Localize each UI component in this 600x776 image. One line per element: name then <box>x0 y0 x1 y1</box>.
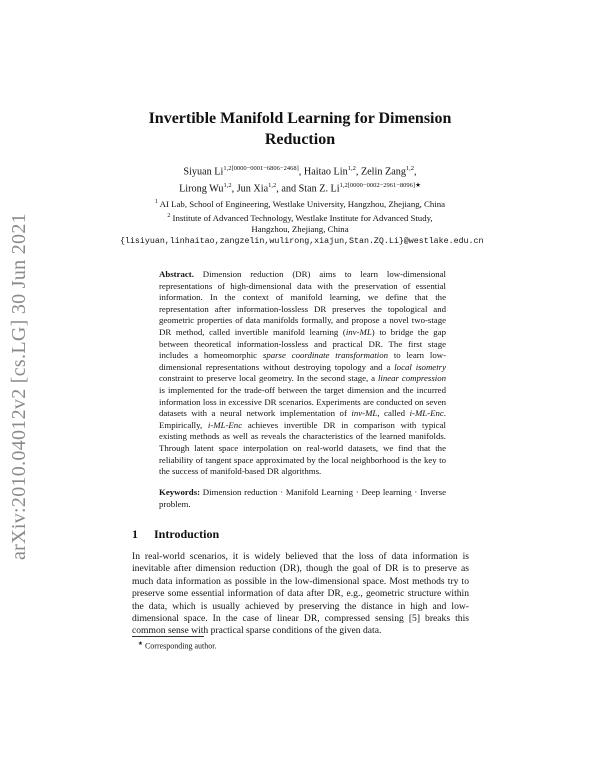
author-affiliation-mark: 1,2 <box>347 165 356 172</box>
introduction-paragraph: In real-world scenarios, it is widely believed that the loss of data information is inevitable after dimension reduction (DR), though the goal of DR is to preserve as much data information as possible in the low-dimensional space. Most methods try to preserve some essential information of data after DR, e.g., geometric structure within the data, which is usually achieved by preserving the distance in high and low-dimensional space. In the case of linear DR, compressed sensing [5] breaks this common sense with practical sparse conditions of the given data. <box>132 551 469 637</box>
paper-title: Invertible Manifold Learning for Dimension Reduction <box>148 110 452 148</box>
author-affiliation-mark: 1,2 <box>268 182 277 190</box>
author-affiliation-mark[interactable]: 1,2[0000−0001−6806−2468] <box>223 165 299 172</box>
author-name: Siyuan Li <box>183 166 224 178</box>
author-affiliation-mark: 1,2 <box>223 182 232 190</box>
affiliation-number: 2 <box>167 212 171 219</box>
abstract-text: achieves invertible DR in comparison with typical existing methods as well as reveals the characteristics of the learned manifolds. Through latent space interpolation on real-world datasets, we find that the reliability of tangent space approximated by the local neighborhood is the key to the success of manifold-based DR algorithms. <box>159 419 446 477</box>
abstract-emphasis: i-ML-Enc <box>207 419 243 430</box>
author-name: , and Stan Z. Li <box>276 183 340 195</box>
section-title: Introduction <box>154 527 220 541</box>
section-number: 1 <box>132 527 138 541</box>
abstract <box>159 269 446 478</box>
abstract-emphasis: local isometry <box>394 361 446 372</box>
affiliation-1 <box>120 197 480 211</box>
author-name: , Haitao Lin <box>298 166 348 178</box>
footnote-text: Corresponding author. <box>142 641 217 651</box>
affiliation-number: 1 <box>154 199 158 205</box>
footnote-divider <box>132 636 204 637</box>
author-affiliation-mark: 1,2 <box>405 165 415 172</box>
corresponding-author-mark: ★ <box>415 182 421 190</box>
abstract-text: is implemented for the trade-off between the target dimension and the incurred information loss in excessive DR scenarios. Experiments are conducted on seven datasets with a neural network implementation of <box>159 384 446 419</box>
keywords <box>159 487 446 510</box>
abstract-text: , called <box>377 408 410 419</box>
author-list: Siyuan $Li^{1,2[0000-0001-6806-2468]}$, Haitao Lin$^{1,2}$, Zelin Zang$^{1,2}$, Lirong Wu$^{1,2}$, Jun Xia$^{1,2}$, and Stan Z. $Li^{1,2[0000-0002-2961-8096]★}$ <box>179 165 421 195</box>
abstract-emphasis: i-ML-Enc <box>409 408 444 419</box>
affiliations <box>120 197 484 248</box>
affiliation-2-city: Hangzhou, Zhejiang, China <box>251 224 349 235</box>
keywords-label: Keywords: <box>159 487 201 497</box>
footnote <box>138 641 216 651</box>
author-emails[interactable]: {lisiyuan,linhaitao,zangzelin,wulirong,xiajun,Stan.ZQ.Li}@westlake.edu.cn <box>120 237 484 247</box>
abstract-text: Dimension reduction (DR) aims to learn low-dimensional representations of high-dimensional data with the preservation of essential information. In the context of manifold learning, we define that the representation after information-lossless DR preserves the topological and geometric properties of data manifolds formally, and propose a novel two-stage DR method, called invertible manifold learning ( <box>159 269 446 337</box>
author-name: Lirong Wu <box>179 183 224 195</box>
section-heading <box>132 527 219 542</box>
abstract-text: . Empirically, <box>159 408 446 430</box>
abstract-text: ) to bridge the gap between theoretical information-lossless and practical DR. The first stage includes a homeomorphic <box>159 326 446 361</box>
author-name: , Zelin Zang <box>355 166 406 178</box>
abstract-label: Abstract. <box>159 269 194 279</box>
abstract-emphasis: inv-ML <box>345 326 372 337</box>
abstract-text: to learn low-dimensional representations without destroying topology and a <box>159 350 446 372</box>
author-name: , Jun Xia <box>231 183 269 195</box>
keywords-text: Dimension reduction · Manifold Learning · Deep learning · Inverse problem. <box>159 487 446 509</box>
author-affiliation-mark[interactable]: 1,2[0000−0002−2961−8096] <box>339 182 416 190</box>
abstract-text: constraint to preserve local geometry. In the second stage, a <box>159 373 378 384</box>
affiliation-2 <box>120 211 480 225</box>
abstract-emphasis: linear compression <box>377 373 446 384</box>
affiliation-text: Institute of Advanced Technology, Westlake Institute for Advanced Study, <box>172 212 433 223</box>
arxiv-identifier-stamp[interactable]: arXiv:2010.04012v2 [cs.LG] 30 Jun 2021 <box>8 213 30 560</box>
abstract-emphasis: sparse coordinate transformation <box>262 350 389 361</box>
abstract-emphasis: inv-ML <box>351 408 378 419</box>
affiliation-text: AI Lab, School of Engineering, Westlake University, Hangzhou, Zhejiang, China <box>159 198 446 209</box>
footnote-mark: ★ <box>138 641 143 647</box>
